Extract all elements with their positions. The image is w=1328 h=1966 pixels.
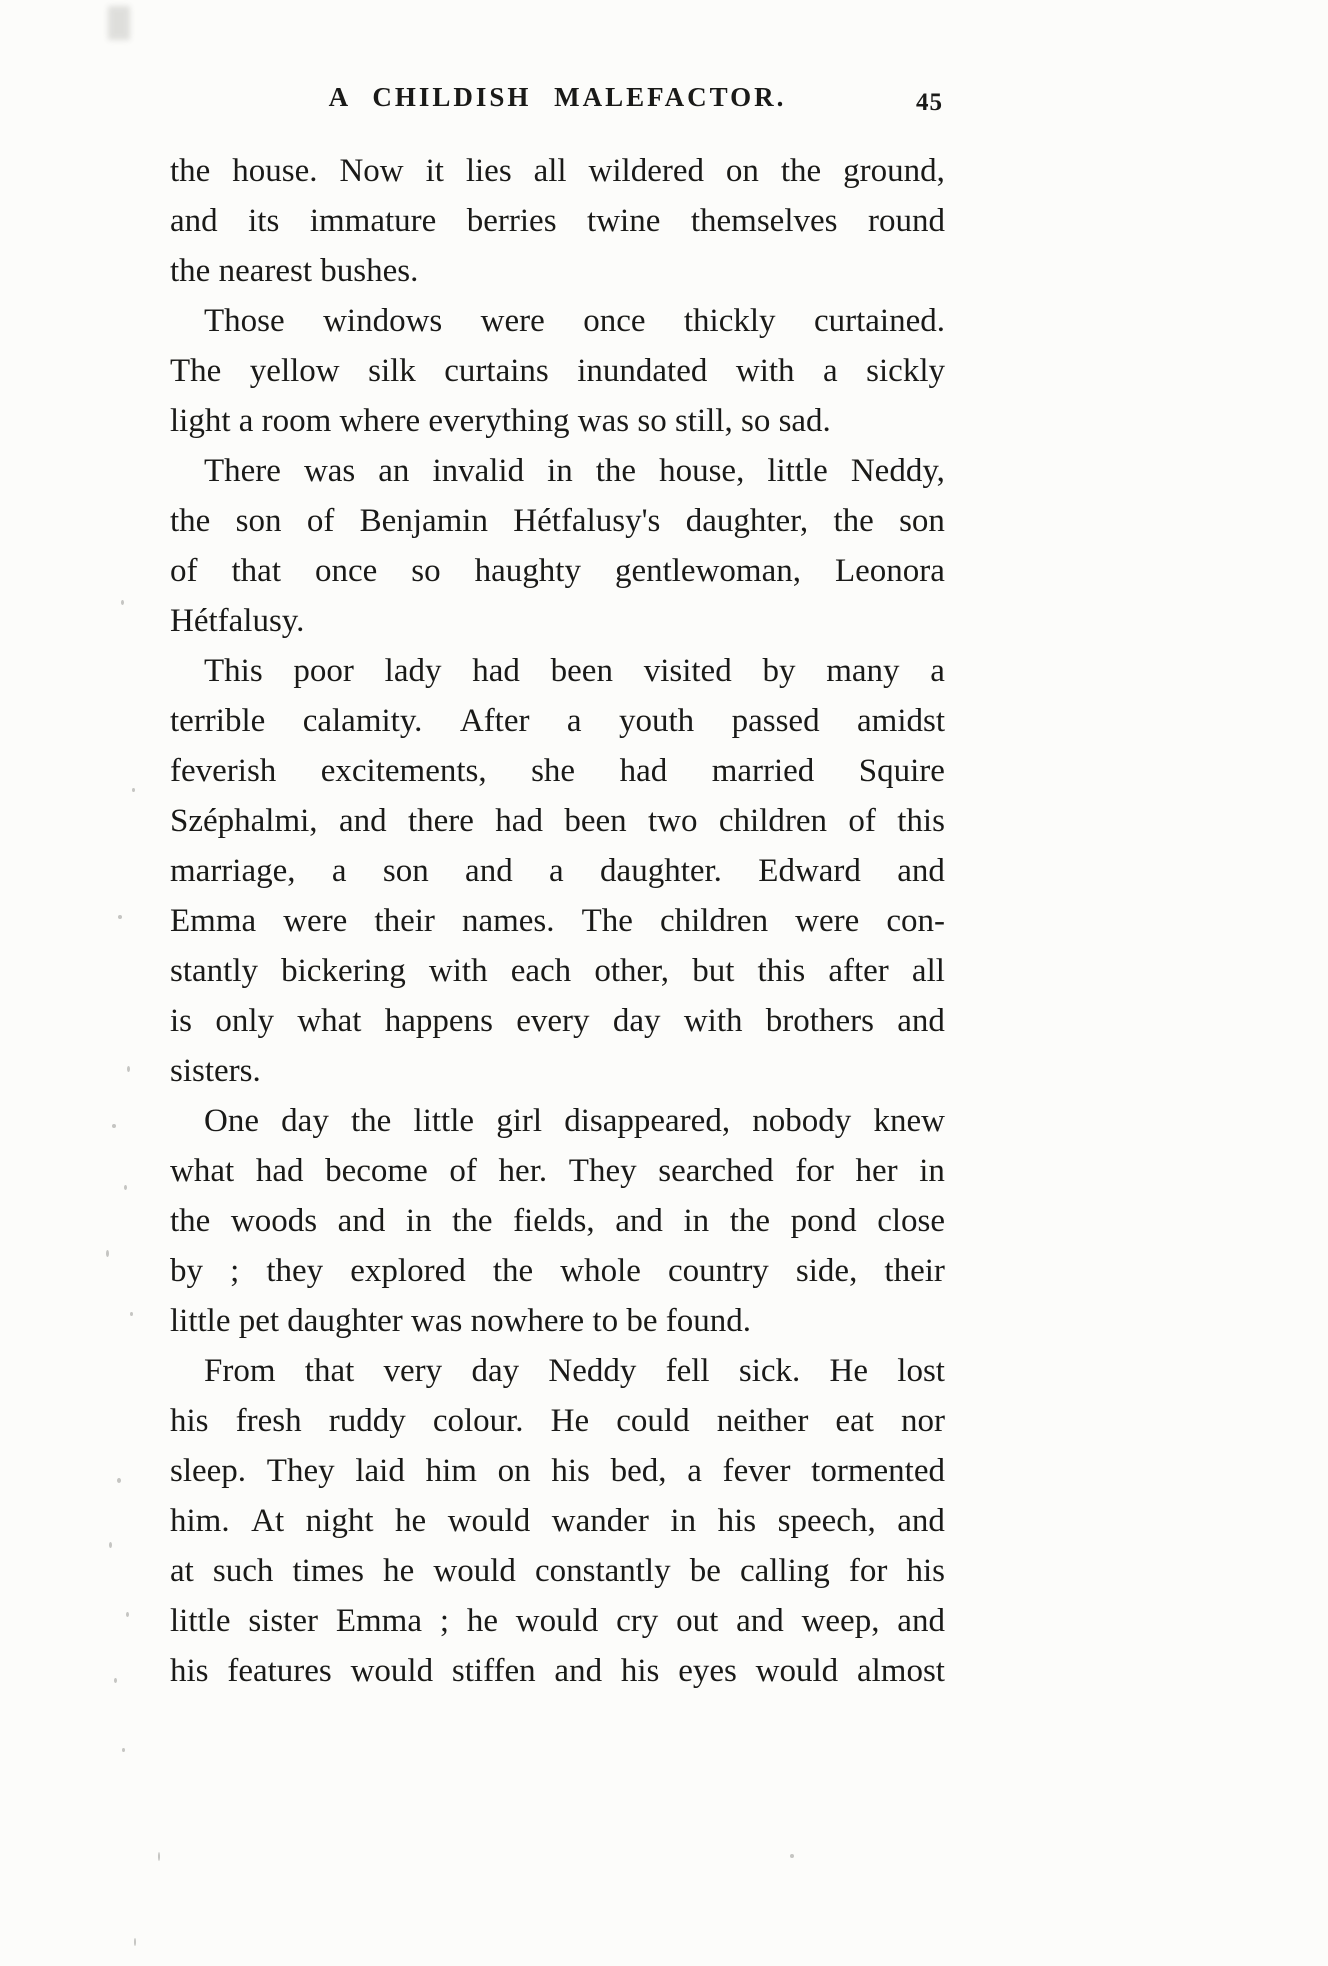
- page-number: 45: [916, 89, 943, 116]
- word: ruddy: [328, 1403, 406, 1439]
- scan-speck: [126, 1612, 129, 1617]
- running-title: A CHILDISH MALEFACTOR.: [328, 82, 787, 112]
- word: day: [612, 1003, 661, 1039]
- word: berries: [466, 203, 557, 239]
- text-line: light a room where everything was so still, so sad.: [170, 403, 831, 439]
- word: in: [547, 453, 573, 489]
- word: it: [425, 153, 444, 189]
- word: day: [281, 1103, 329, 1139]
- word: fever: [722, 1453, 791, 1489]
- word: silk: [368, 353, 416, 389]
- word: their: [884, 1253, 945, 1289]
- scan-speck: [790, 1854, 794, 1858]
- word: weep,: [801, 1603, 880, 1639]
- word: once: [314, 553, 378, 589]
- page-header: [170, 82, 945, 122]
- word: the: [492, 1253, 534, 1289]
- word: One: [204, 1103, 259, 1139]
- word: of: [306, 503, 335, 539]
- word: youth: [619, 703, 695, 739]
- word: wander: [551, 1503, 649, 1539]
- word: Edward: [758, 853, 861, 889]
- text-line: [170, 1496, 945, 1546]
- word: had: [495, 803, 543, 839]
- word: by: [762, 653, 796, 689]
- word: stantly: [170, 953, 258, 989]
- text-line: sisters.: [170, 1053, 261, 1089]
- word: all: [911, 953, 945, 989]
- word: laid: [355, 1453, 405, 1489]
- word: eyes: [678, 1653, 737, 1689]
- text-line: [170, 546, 945, 596]
- scan-speck: [121, 600, 124, 605]
- word: at: [170, 1553, 194, 1589]
- scan-speck: [124, 1185, 127, 1190]
- word: terrible: [170, 703, 266, 739]
- word: After: [459, 703, 530, 739]
- word: was: [303, 453, 356, 489]
- word: little: [413, 1103, 475, 1139]
- scan-speck: [117, 1478, 121, 1483]
- word: and: [615, 1203, 663, 1239]
- word: a: [549, 853, 564, 889]
- word: day: [471, 1353, 520, 1389]
- word: From: [204, 1353, 276, 1389]
- word: Neddy: [548, 1353, 637, 1389]
- text-line: [170, 1146, 945, 1196]
- word: and: [897, 1503, 945, 1539]
- paragraph: [170, 146, 945, 296]
- word: a: [823, 353, 838, 389]
- word: fresh: [235, 1403, 302, 1439]
- word: colour.: [432, 1403, 524, 1439]
- word: such: [212, 1553, 274, 1589]
- text-line: [170, 796, 945, 846]
- word: calamity.: [302, 703, 423, 739]
- word: poor: [293, 653, 354, 689]
- word: excitements,: [320, 753, 487, 789]
- word: Neddy,: [850, 453, 945, 489]
- word: ;: [439, 1603, 449, 1639]
- word: brothers: [765, 1003, 874, 1039]
- scan-speck: [127, 1066, 130, 1072]
- word: every: [516, 1003, 590, 1039]
- paragraph: [170, 1346, 945, 1696]
- text-line: [170, 696, 945, 746]
- paragraph: [170, 646, 945, 1096]
- word: with: [428, 953, 488, 989]
- word: this: [897, 803, 945, 839]
- scan-speck: [132, 788, 135, 792]
- text-line: [170, 1346, 945, 1396]
- scan-speck: [112, 1124, 116, 1128]
- word: eat: [835, 1403, 874, 1439]
- word: once: [583, 303, 646, 339]
- word: the: [833, 503, 874, 539]
- word: There: [204, 453, 281, 489]
- word: the: [170, 503, 211, 539]
- word: of: [170, 553, 198, 589]
- word: At: [251, 1503, 285, 1539]
- word: only: [215, 1003, 274, 1039]
- word: names.: [461, 903, 555, 939]
- word: a: [566, 703, 582, 739]
- word: woods: [230, 1203, 318, 1239]
- word: and: [338, 803, 387, 839]
- scan-speck: [106, 1250, 109, 1257]
- word: calling: [739, 1553, 830, 1589]
- word: him.: [170, 1503, 230, 1539]
- word: his: [170, 1653, 209, 1689]
- word: son: [382, 853, 429, 889]
- word: round: [867, 203, 945, 239]
- word: children: [718, 803, 827, 839]
- word: would: [515, 1603, 599, 1639]
- word: the: [170, 1203, 211, 1239]
- word: and: [897, 853, 945, 889]
- word: what: [170, 1153, 235, 1189]
- text-line: [170, 646, 945, 696]
- word: tormented: [811, 1453, 945, 1489]
- text-line: [170, 1446, 945, 1496]
- word: each: [510, 953, 572, 989]
- scan-speck: [130, 1312, 133, 1316]
- word: lost: [897, 1353, 945, 1389]
- word: and: [736, 1603, 784, 1639]
- word: ;: [230, 1253, 240, 1289]
- scan-speck: [158, 1852, 160, 1861]
- word: features: [227, 1653, 332, 1689]
- word: knew: [873, 1103, 945, 1139]
- word: girl: [496, 1103, 543, 1139]
- word: so: [411, 553, 441, 589]
- word: in: [670, 1503, 697, 1539]
- word: its: [248, 203, 280, 239]
- word: constantly: [534, 1553, 671, 1589]
- word: of: [449, 1153, 477, 1189]
- word: con-: [886, 903, 945, 939]
- scan-smudge: [108, 6, 130, 40]
- text-line: [170, 896, 945, 946]
- word: sister: [248, 1603, 318, 1639]
- word: been: [564, 803, 627, 839]
- word: Emma: [170, 903, 257, 939]
- word: They: [266, 1453, 335, 1489]
- word: country: [668, 1253, 769, 1289]
- scan-speck: [122, 1748, 125, 1752]
- word: her.: [498, 1153, 548, 1189]
- word: his: [906, 1553, 945, 1589]
- word: windows: [323, 303, 443, 339]
- word: daughter.: [600, 853, 722, 889]
- word: cry: [616, 1603, 659, 1639]
- text-line: [170, 1596, 945, 1646]
- text-line: [170, 846, 945, 896]
- scan-speck: [134, 1938, 136, 1946]
- word: Hétfalusy's: [513, 503, 661, 539]
- word: happens: [384, 1003, 493, 1039]
- word: with: [683, 1003, 743, 1039]
- word: Leonora: [834, 553, 945, 589]
- text-line: [170, 996, 945, 1046]
- word: haughty: [474, 553, 581, 589]
- word: they: [266, 1253, 324, 1289]
- word: for: [848, 1553, 888, 1589]
- word: The: [170, 353, 222, 389]
- word: lies: [465, 153, 512, 189]
- text-line: [170, 746, 945, 796]
- word: the: [595, 453, 637, 489]
- word: on: [725, 153, 759, 189]
- word: of: [848, 803, 876, 839]
- word: could: [616, 1403, 690, 1439]
- word: a: [331, 853, 347, 889]
- text-line: [170, 1246, 945, 1296]
- word: for: [795, 1153, 834, 1189]
- word: but: [692, 953, 735, 989]
- word: ground,: [843, 153, 945, 189]
- word: stiffen: [451, 1653, 536, 1689]
- word: explored: [350, 1253, 466, 1289]
- word: were: [480, 303, 545, 339]
- word: and: [897, 1003, 945, 1039]
- word: had: [255, 1153, 304, 1189]
- word: this: [757, 953, 806, 989]
- word: the: [170, 153, 211, 189]
- word: marriage,: [170, 853, 296, 889]
- word: Those: [204, 303, 285, 339]
- word: and: [465, 853, 513, 889]
- word: bed,: [610, 1453, 667, 1489]
- word: his: [170, 1403, 209, 1439]
- word: Squire: [858, 753, 945, 789]
- word: He: [829, 1353, 869, 1389]
- word: nor: [901, 1403, 945, 1439]
- word: two: [648, 803, 698, 839]
- word: is: [170, 1003, 193, 1039]
- word: almost: [856, 1653, 945, 1689]
- word: fell: [665, 1353, 710, 1389]
- word: Emma: [335, 1603, 422, 1639]
- paragraph: [170, 296, 945, 446]
- word: pond: [790, 1203, 857, 1239]
- word: all: [533, 153, 567, 189]
- text-line: [170, 1396, 945, 1446]
- word: bickering: [281, 953, 406, 989]
- scan-speck: [114, 1678, 117, 1683]
- word: children: [659, 903, 769, 939]
- word: the: [351, 1103, 392, 1139]
- word: and: [337, 1203, 386, 1239]
- text-line: [170, 1646, 945, 1696]
- scan-speck: [118, 915, 122, 919]
- word: what: [297, 1003, 362, 1039]
- word: close: [877, 1203, 945, 1239]
- word: night: [305, 1503, 374, 1539]
- word: he: [383, 1553, 415, 1589]
- word: sickly: [866, 353, 945, 389]
- word: his: [717, 1503, 757, 1539]
- word: had: [619, 753, 668, 789]
- word: sick.: [738, 1353, 801, 1389]
- word: the: [452, 1203, 493, 1239]
- text-line: Hétfalusy.: [170, 603, 305, 639]
- word: many: [826, 653, 900, 689]
- word: out: [676, 1603, 719, 1639]
- word: daughter,: [685, 503, 809, 539]
- text-line: [170, 1096, 945, 1146]
- word: the: [729, 1203, 771, 1239]
- word: him: [425, 1453, 477, 1489]
- word: after: [828, 953, 889, 989]
- word: had: [472, 653, 520, 689]
- word: Széphalmi,: [170, 803, 318, 839]
- word: Now: [339, 153, 404, 189]
- word: They: [568, 1153, 637, 1189]
- word: were: [283, 903, 348, 939]
- word: lady: [384, 653, 442, 689]
- word: house.: [232, 153, 318, 189]
- word: by: [170, 1253, 203, 1289]
- text-line: the nearest bushes.: [170, 253, 419, 289]
- word: an: [378, 453, 410, 489]
- word: his: [551, 1453, 590, 1489]
- word: very: [383, 1353, 443, 1389]
- word: side,: [795, 1253, 858, 1289]
- word: a: [687, 1453, 702, 1489]
- word: house,: [659, 453, 745, 489]
- word: The: [581, 903, 633, 939]
- word: son: [235, 503, 282, 539]
- word: on: [497, 1453, 531, 1489]
- word: their: [374, 903, 435, 939]
- word: and: [554, 1653, 603, 1689]
- word: he: [395, 1503, 427, 1539]
- word: amidst: [857, 703, 945, 739]
- text-line: little pet daughter was nowhere to be found.: [170, 1303, 751, 1339]
- text-line: [170, 496, 945, 546]
- word: would: [755, 1653, 839, 1689]
- text-line: [170, 946, 945, 996]
- text-line: [170, 296, 945, 346]
- word: searched: [658, 1153, 774, 1189]
- word: be: [689, 1553, 721, 1589]
- word: twine: [587, 203, 661, 239]
- word: become: [325, 1153, 428, 1189]
- word: in: [919, 1153, 945, 1189]
- word: son: [899, 503, 945, 539]
- word: been: [550, 653, 613, 689]
- word: would: [433, 1553, 516, 1589]
- word: Benjamin: [359, 503, 488, 539]
- word: other,: [594, 953, 670, 989]
- word: little: [767, 453, 828, 489]
- page-body: [170, 146, 945, 1696]
- word: would: [447, 1503, 531, 1539]
- word: wildered: [588, 153, 704, 189]
- paragraph: [170, 446, 945, 646]
- text-line: [170, 1546, 945, 1596]
- word: were: [795, 903, 860, 939]
- word: a: [930, 653, 945, 689]
- word: passed: [731, 703, 820, 739]
- word: and: [897, 1603, 945, 1639]
- scan-speck: [109, 1542, 112, 1548]
- word: neither: [716, 1403, 809, 1439]
- word: little: [170, 1603, 231, 1639]
- word: nobody: [752, 1103, 852, 1139]
- word: themselves: [690, 203, 838, 239]
- word: sleep.: [170, 1453, 247, 1489]
- word: feverish: [170, 753, 277, 789]
- word: curtains: [444, 353, 549, 389]
- word: married: [711, 753, 815, 789]
- word: whole: [560, 1253, 641, 1289]
- text-line: [170, 196, 945, 246]
- word: would: [350, 1653, 434, 1689]
- word: thickly: [683, 303, 776, 339]
- word: invalid: [432, 453, 525, 489]
- paragraph: [170, 1096, 945, 1346]
- word: fields,: [513, 1203, 595, 1239]
- word: there: [407, 803, 474, 839]
- word: she: [531, 753, 576, 789]
- word: He: [550, 1403, 590, 1439]
- word: that: [304, 1353, 355, 1389]
- word: speech,: [777, 1503, 876, 1539]
- text-line: [170, 446, 945, 496]
- word: in: [405, 1203, 432, 1239]
- text-line: [170, 346, 945, 396]
- word: his: [620, 1653, 660, 1689]
- word: immature: [309, 203, 437, 239]
- text-line: [170, 146, 945, 196]
- word: times: [292, 1553, 365, 1589]
- word: visited: [643, 653, 732, 689]
- word: he: [466, 1603, 498, 1639]
- word: in: [683, 1203, 710, 1239]
- word: that: [231, 553, 281, 589]
- word: curtained.: [813, 303, 945, 339]
- word: yellow: [249, 353, 340, 389]
- word: the: [780, 153, 822, 189]
- text-line: [170, 1196, 945, 1246]
- word: with: [735, 353, 795, 389]
- word: and: [170, 203, 218, 239]
- word: disappeared,: [564, 1103, 731, 1139]
- word: gentlewoman,: [614, 553, 801, 589]
- word: her: [855, 1153, 898, 1189]
- word: inundated: [577, 353, 708, 389]
- word: This: [204, 653, 263, 689]
